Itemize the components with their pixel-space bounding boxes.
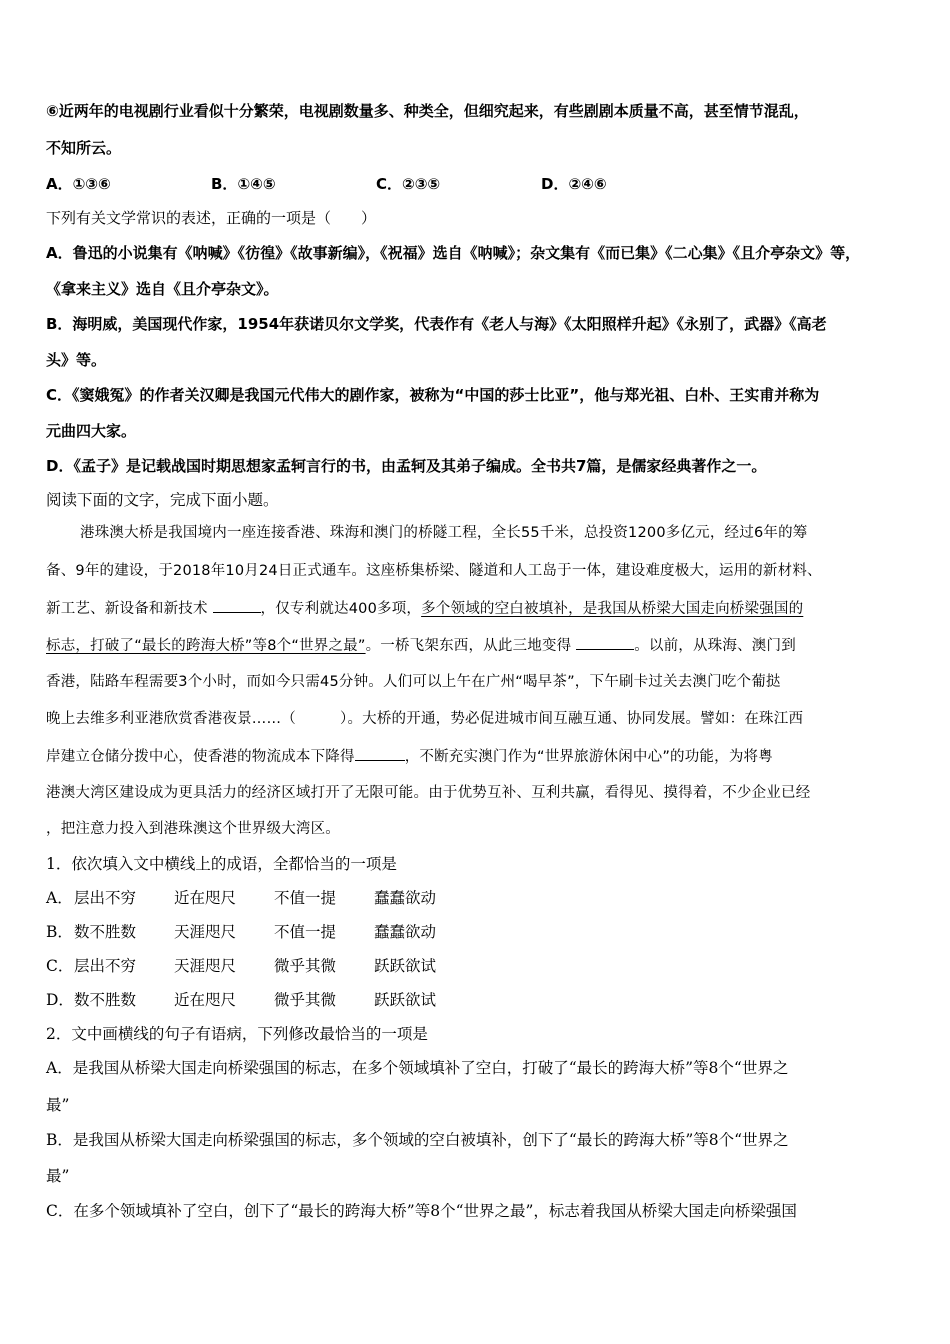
- q1-option-b[interactable]: B．数不胜数 天涯咫尺 不值一提 蠢蠢欲动: [46, 923, 437, 941]
- prev-option-b[interactable]: B．①④⑤: [211, 175, 276, 193]
- blank-2: [576, 635, 634, 650]
- passage-line-8: 港澳大湾区建设成为更具活力的经济区域打开了无限可能。由于优势互补、互利共赢，看得见、摸得着，不少企业已经: [46, 785, 811, 801]
- lit-option-b-line-2[interactable]: 头》等。: [46, 351, 107, 369]
- lit-option-c-line-2[interactable]: 元曲四大家。: [46, 422, 137, 440]
- underlined-sentence-part-2: 标志，打破了“最长的跨海大桥”等8个“世界之最”: [46, 638, 366, 654]
- passage-line-4: 标志，打破了“最长的跨海大桥”等8个“世界之最”。一桥飞架东西，从此三地变得 。以前，从珠海、澳门到: [46, 635, 796, 656]
- item-6-line-1: ⑥近两年的电视剧行业看似十分繁荣，电视剧数量多、种类全，但细究起来，有些剧剧本质量不高，甚至情节混乱，: [46, 102, 809, 120]
- passage-line-3: 新工艺、新设备和新技术 ，仅专利就达400多项，多个领域的空白被填补，是我国从桥梁大国走向桥梁强国的: [46, 598, 803, 619]
- q2-option-b-line-1[interactable]: B．是我国从桥梁大国走向桥梁强国的标志，多个领域的空白被填补，创下了“最长的跨海大桥”等8个“世界之: [46, 1131, 789, 1149]
- q2-option-c-line-1[interactable]: C．在多个领域填补了空白，创下了“最长的跨海大桥”等8个“世界之最”，标志着我国从桥梁大国走向桥梁强国: [46, 1202, 797, 1220]
- passage-line-7: 岸建立仓储分拨中心，使香港的物流成本下降得 ，不断充实澳门作为“世界旅游休闲中心”的功能，为将粤: [46, 746, 773, 767]
- blank-3: [355, 746, 405, 761]
- item-6-line-2: 不知所云。: [46, 139, 122, 157]
- q2-option-a-line-2[interactable]: 最”: [46, 1096, 70, 1114]
- lit-option-b-line-1[interactable]: B．海明威，美国现代作家，1954年获诺贝尔文学奖，代表作有《老人与海》《太阳照样升起》《永别了，武器》《高老: [46, 315, 827, 333]
- q1-option-c[interactable]: C．层出不穷 天涯咫尺 微乎其微 跃跃欲试: [46, 957, 437, 975]
- passage-line-1: 港珠澳大桥是我国境内一座连接香港、珠海和澳门的桥隧工程，全长55千米，总投资1200多亿元，经过6年的筹: [80, 525, 808, 541]
- prev-option-a[interactable]: A．①③⑥: [46, 175, 111, 193]
- q1-option-d[interactable]: D．数不胜数 近在咫尺 微乎其微 跃跃欲试: [46, 991, 437, 1009]
- q1-option-a[interactable]: A．层出不穷 近在咫尺 不值一提 蠢蠢欲动: [46, 889, 437, 907]
- passage-line-2: 备、9年的建设，于2018年10月24日正式通车。这座桥集桥梁、隧道和人工岛于一体，建设难度极大，运用的新材料、: [46, 563, 822, 579]
- q2-stem: 2．文中画横线的句子有语病，下列修改最恰当的一项是: [46, 1025, 428, 1043]
- passage-line-6: 晚上去维多利亚港欣赏香港夜景……（ ）。大桥的开通，势必促进城市间互融互通、协同发展。譬如：在珠江西: [46, 711, 804, 727]
- prev-option-d[interactable]: D．②④⑥: [541, 175, 607, 193]
- blank-1: [213, 598, 261, 613]
- lit-option-c-line-1[interactable]: C．《窦娥冤》的作者关汉卿是我国元代伟大的剧作家，被称为“中国的莎士比亚”，他与郑光祖、白朴、王实甫并称为: [46, 386, 820, 404]
- prev-options-row: [46, 174, 607, 194]
- q1-stem: 1．依次填入文中横线上的成语，全都恰当的一项是: [46, 855, 397, 873]
- lit-option-a-line-1[interactable]: A．鲁迅的小说集有《呐喊》《彷徨》《故事新编》，《祝福》选自《呐喊》；杂文集有《而已集》《二心集》《且介亭杂文》等，: [46, 244, 861, 262]
- lit-question-stem: 下列有关文学常识的表述，正确的一项是（ ）: [46, 209, 377, 227]
- q2-option-b-line-2[interactable]: 最”: [46, 1167, 70, 1185]
- lit-option-a-line-2[interactable]: 《拿来主义》选自《且介亭杂文》。: [46, 280, 279, 298]
- passage-line-9: ，把注意力投入到港珠澳这个世界级大湾区。: [46, 821, 340, 837]
- reading-intro: 阅读下面的文字，完成下面小题。: [46, 491, 279, 509]
- prev-option-c[interactable]: C．②③⑤: [376, 175, 441, 193]
- lit-option-d-line-1[interactable]: D．《孟子》是记载战国时期思想家孟轲言行的书，由孟轲及其弟子编成。全书共7篇，是儒家经典著作之一。: [46, 457, 767, 475]
- q2-option-a-line-1[interactable]: A．是我国从桥梁大国走向桥梁强国的标志，在多个领域填补了空白，打破了“最长的跨海大桥”等8个“世界之: [46, 1059, 789, 1077]
- underlined-sentence-part-1: 多个领域的空白被填补，是我国从桥梁大国走向桥梁强国的: [421, 601, 804, 617]
- passage-line-5: 香港，陆路车程需要3个小时，而如今只需45分钟。人们可以上午在广州“喝早茶”，下午刷卡过关去澳门吃个葡挞: [46, 674, 781, 690]
